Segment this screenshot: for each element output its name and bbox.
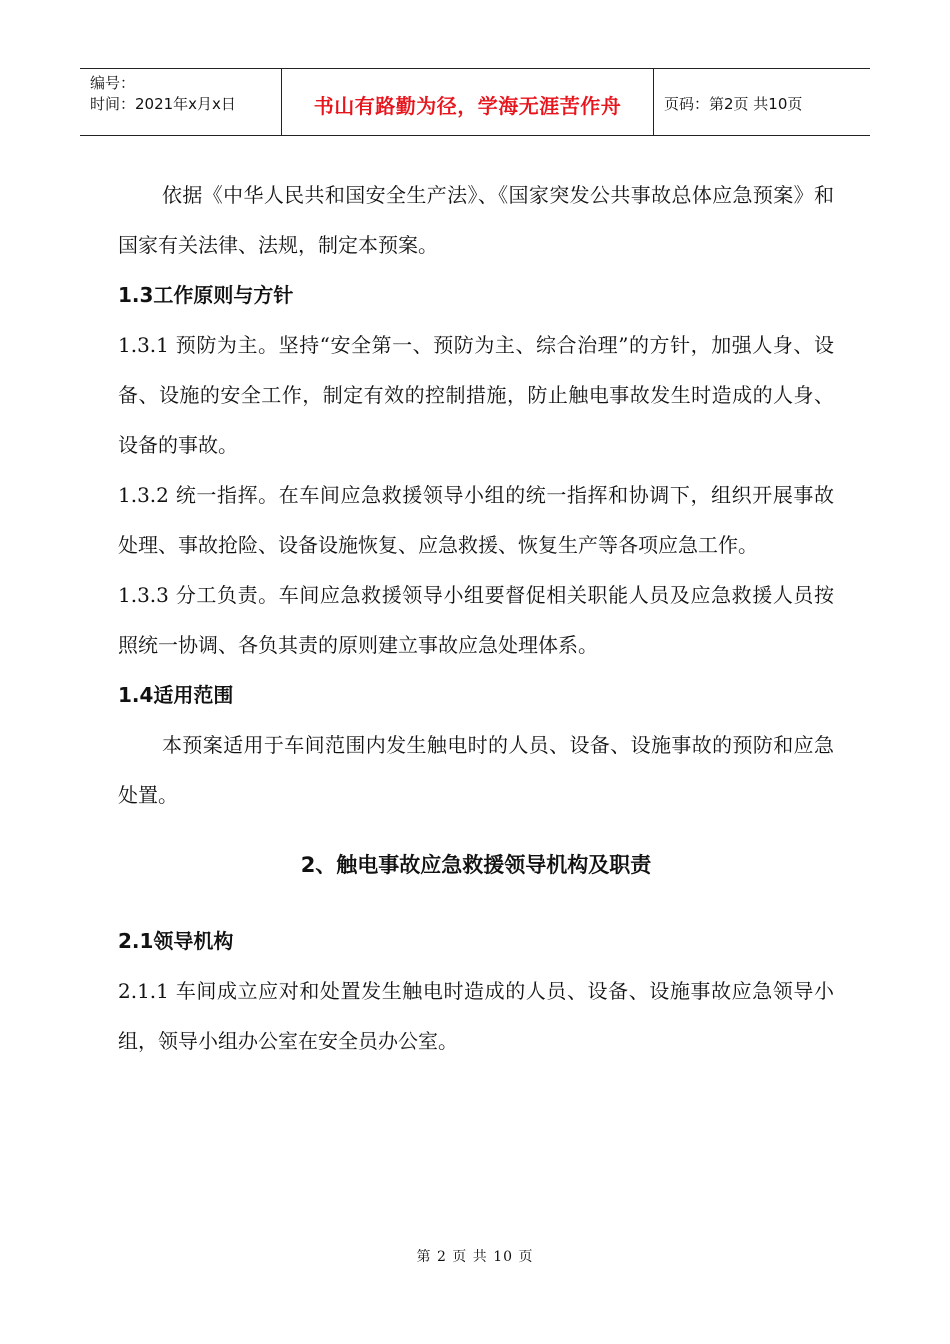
paragraph-2-1-1: 2.1.1 车间成立应对和处置发生触电时造成的人员、设备、设施事故应急领导小组，领导小组办公室在安全员办公室。 <box>118 979 834 1053</box>
header-motto: 书山有路勤为径，学海无涯苦作舟 <box>313 93 622 118</box>
paragraph-1-3-3: 1.3.3 分工负责。车间应急救援领导小组要督促相关职能人员及应急救援人员按照统一协调、各负其责的原则建立事故应急处理体系。 <box>118 583 834 657</box>
paragraph-1-3-1: 1.3.1 预防为主。坚持“安全第一、预防为主、综合治理”的方针，加强人身、设备、设施的安全工作，制定有效的控制措施，防止触电事故发生时造成的人身、设备的事故。 <box>118 333 834 457</box>
section-heading-1-4: 1.4适用范围 <box>118 683 234 707</box>
paragraph-1-3-2: 1.3.2 统一指挥。在车间应急救援领导小组的统一指挥和协调下，组织开展事故处理、事故抢险、设备设施恢复、应急救援、恢复生产等各项应急工作。 <box>118 483 834 557</box>
header-page-cell <box>654 69 870 135</box>
section-heading-1-3: 1.3工作原则与方针 <box>118 283 294 307</box>
page-footer: 第 2 页 共 10 页 <box>416 1249 534 1265</box>
document-number-label: 编号： <box>90 74 136 92</box>
document-date: 时间：2021年x月x日 <box>90 95 236 113</box>
header-page-info: 页码：第2页 共10页 <box>664 94 803 113</box>
document-header <box>80 68 870 136</box>
document-body <box>118 170 834 1066</box>
section-heading-2-1: 2.1领导机构 <box>118 929 234 953</box>
intro-paragraph: 依据《中华人民共和国安全生产法》、《国家突发公共事故总体应急预案》和国家有关法律、法规，制定本预案。 <box>118 183 834 257</box>
header-meta-cell <box>80 69 282 135</box>
chapter-heading-2: 2、触电事故应急救援领导机构及职责 <box>300 853 652 877</box>
header-motto-cell <box>282 69 654 135</box>
paragraph-1-4: 本预案适用于车间范围内发生触电时的人员、设备、设施事故的预防和应急处置。 <box>118 733 834 807</box>
